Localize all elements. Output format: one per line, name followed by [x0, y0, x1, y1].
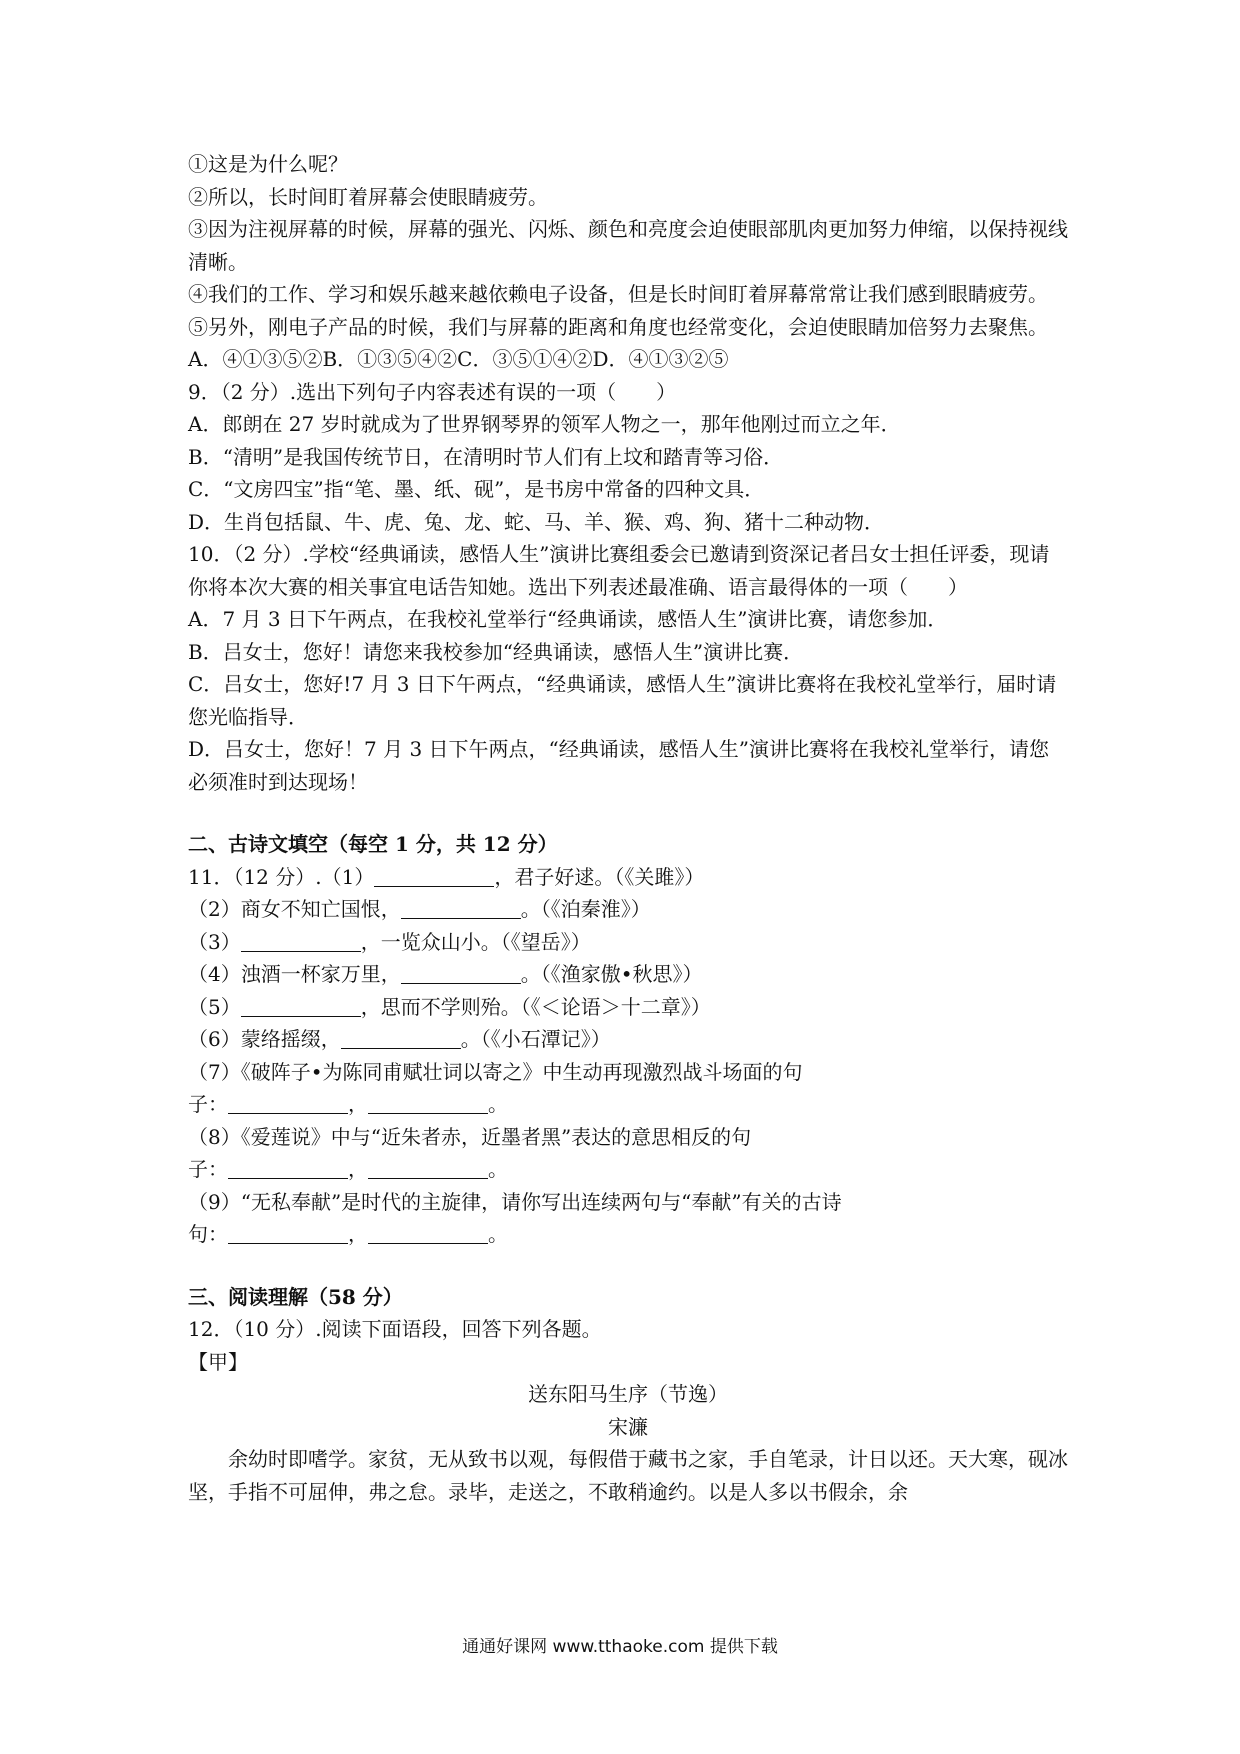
answer-blank[interactable] [228, 1095, 348, 1114]
q8-sentence-4: ④我们的工作、学习和娱乐越来越依赖电子设备，但是长时间盯着屏幕常常让我们感到眼睛疲劳。 [188, 282, 1048, 306]
q12-stem: 12．（10 分）.阅读下面语段，回答下列各题。 [188, 1317, 602, 1341]
q11-4-prefix: （4）浊酒一杯家万里， [188, 962, 401, 986]
zi-label: 子： [188, 1157, 228, 1181]
answer-blank[interactable] [241, 933, 361, 952]
q11-prefix: 11．（12 分）.（1） [188, 864, 375, 889]
q8-sentence-2: ②所以，长时间盯着屏幕会使眼睛疲劳。 [188, 184, 548, 209]
q11-line-5 [188, 991, 1068, 1024]
q11-4-suffix: 。（《渔家傲•秋思》） [520, 962, 703, 986]
q11-8-answer-line [188, 1153, 1068, 1186]
q11-2-prefix: （2）商女不知亡国恨， [188, 897, 401, 921]
spacer [188, 1251, 1068, 1281]
answer-blank[interactable] [241, 998, 361, 1017]
q8-sentence-5: ⑤另外，刚电子产品的时候，我们与屏幕的距离和角度也经常变化，会迫使眼睛加倍努力去聚焦。 [188, 314, 1048, 339]
q11-line-2 [188, 893, 1068, 926]
q10-option-d: D．吕女士，您好！7 月 3 日下午两点，“经典诵读，感悟人生”演讲比赛将在我校礼堂举行，请您必须准时到达现场！ [188, 737, 1050, 794]
answer-blank[interactable] [228, 1160, 348, 1179]
period: 。 [488, 1092, 508, 1116]
q10-stem: 10．（2 分）.学校“经典诵读，感悟人生”演讲比赛组委会已邀请到资深记者吕女士担任评委，现请你将本次大赛的相关事宜电话告知她。选出下列表述最准确、语言最得体的一项（ ） [188, 542, 1050, 599]
comma: ， [348, 1222, 368, 1246]
q11-1-suffix: ，君子好逑。（《关雎》） [494, 864, 705, 889]
footer-credit: 通通好课网 www.tthaoke.com 提供下载 [462, 1637, 778, 1657]
q9-option-a: A．郎朗在 27 岁时就成为了世界钢琴界的领军人物之一，那年他刚过而立之年． [188, 412, 901, 436]
q8-options: A．④①③⑤②B．①③⑤④②C．③⑤①④②D．④①③②⑤ [188, 347, 729, 371]
period: 。 [488, 1222, 508, 1246]
q10-option-b: B．吕女士，您好！请您来我校参加“经典诵读，感悟人生”演讲比赛． [188, 639, 804, 664]
q11-9-answer-line [188, 1218, 1068, 1251]
passage-text: 余幼时即嗜学。家贫，无从致书以观，每假借于藏书之家，手自笔录，计日以还。天大寒，砚冰坚，手指不可屈伸，弗之怠。录毕，走送之，不敢稍逾约。以是人多以书假余，余 [188, 1447, 1068, 1504]
answer-blank[interactable] [368, 1225, 488, 1244]
answer-blank[interactable] [368, 1160, 488, 1179]
document-body [188, 148, 1068, 1508]
q11-6-suffix: 。（《小石潭记》） [460, 1027, 611, 1051]
q11-line-6 [188, 1023, 1068, 1056]
passage-title: 送东阳马生序（节逸） [528, 1382, 728, 1406]
ju-label: 句： [188, 1222, 228, 1246]
q11-9-prompt: （9）“无私奉献”是时代的主旋律，请你写出连续两句与“奉献”有关的古诗 [188, 1189, 842, 1214]
answer-blank[interactable] [401, 965, 521, 984]
comma: ， [348, 1092, 368, 1116]
answer-blank[interactable] [228, 1225, 348, 1244]
answer-blank[interactable] [341, 1030, 461, 1049]
q11-5-prefix: （5） [188, 994, 241, 1019]
q9-option-c: C．“文房四宝”指“笔、墨、纸、砚”，是书房中常备的四种文具． [188, 477, 765, 501]
spacer [188, 798, 1068, 828]
q11-5-suffix: ，思而不学则殆。（《＜论语＞十二章》） [360, 994, 711, 1019]
q11-line-3 [188, 926, 1068, 959]
q11-line-4 [188, 958, 1068, 991]
q8-sentence-1: ①这是为什么呢？ [188, 152, 348, 176]
q9-option-d: D．生肖包括鼠、牛、虎、兔、龙、蛇、马、羊、猴、鸡、狗、猪十二种动物． [188, 509, 885, 534]
q9-option-b: B．“清明”是我国传统节日，在清明时节人们有上坟和踏青等习俗． [188, 444, 784, 469]
q11-2-suffix: 。（《泊秦淮》） [520, 897, 651, 921]
answer-blank[interactable] [374, 868, 494, 887]
section-3-heading: 三、阅读理解（58 分） [188, 1284, 403, 1309]
q9-stem: 9．（2 分）.选出下列句子内容表述有误的一项（ ） [188, 379, 677, 404]
section-2-heading: 二、古诗文填空（每空 1 分，共 12 分） [188, 832, 558, 856]
comma: ， [348, 1157, 368, 1181]
answer-blank[interactable] [368, 1095, 488, 1114]
q8-sentence-3: ③因为注视屏幕的时候，屏幕的强光、闪烁、颜色和亮度会迫使眼部肌肉更加努力伸缩，以保持视线清晰。 [188, 217, 1068, 274]
q11-line-1 [188, 861, 1068, 894]
passage-jia-label: 【甲】 [188, 1349, 248, 1374]
q11-8-prompt: （8）《爱莲说》中与“近朱者赤，近墨者黑”表达的意思相反的句 [188, 1124, 752, 1149]
q11-3-suffix: ，一览众山小。（《望岳》） [360, 929, 591, 954]
q10-option-a: A．7 月 3 日下午两点，在我校礼堂举行“经典诵读，感悟人生”演讲比赛，请您参加． [188, 607, 948, 631]
passage-author: 宋濂 [608, 1414, 648, 1439]
q11-6-prefix: （6）蒙络摇缀， [188, 1027, 341, 1051]
zi-label: 子： [188, 1092, 228, 1116]
q11-7-prompt: （7）《破阵子•为陈同甫赋壮词以寄之》中生动再现激烈战斗场面的句 [188, 1059, 803, 1084]
answer-blank[interactable] [401, 900, 521, 919]
q11-7-answer-line [188, 1088, 1068, 1121]
q11-3-prefix: （3） [188, 929, 241, 954]
period: 。 [488, 1157, 508, 1181]
q10-option-c: C．吕女士，您好!7 月 3 日下午两点，“经典诵读，感悟人生”演讲比赛将在我校礼堂举行，届时请您光临指导． [188, 672, 1057, 729]
